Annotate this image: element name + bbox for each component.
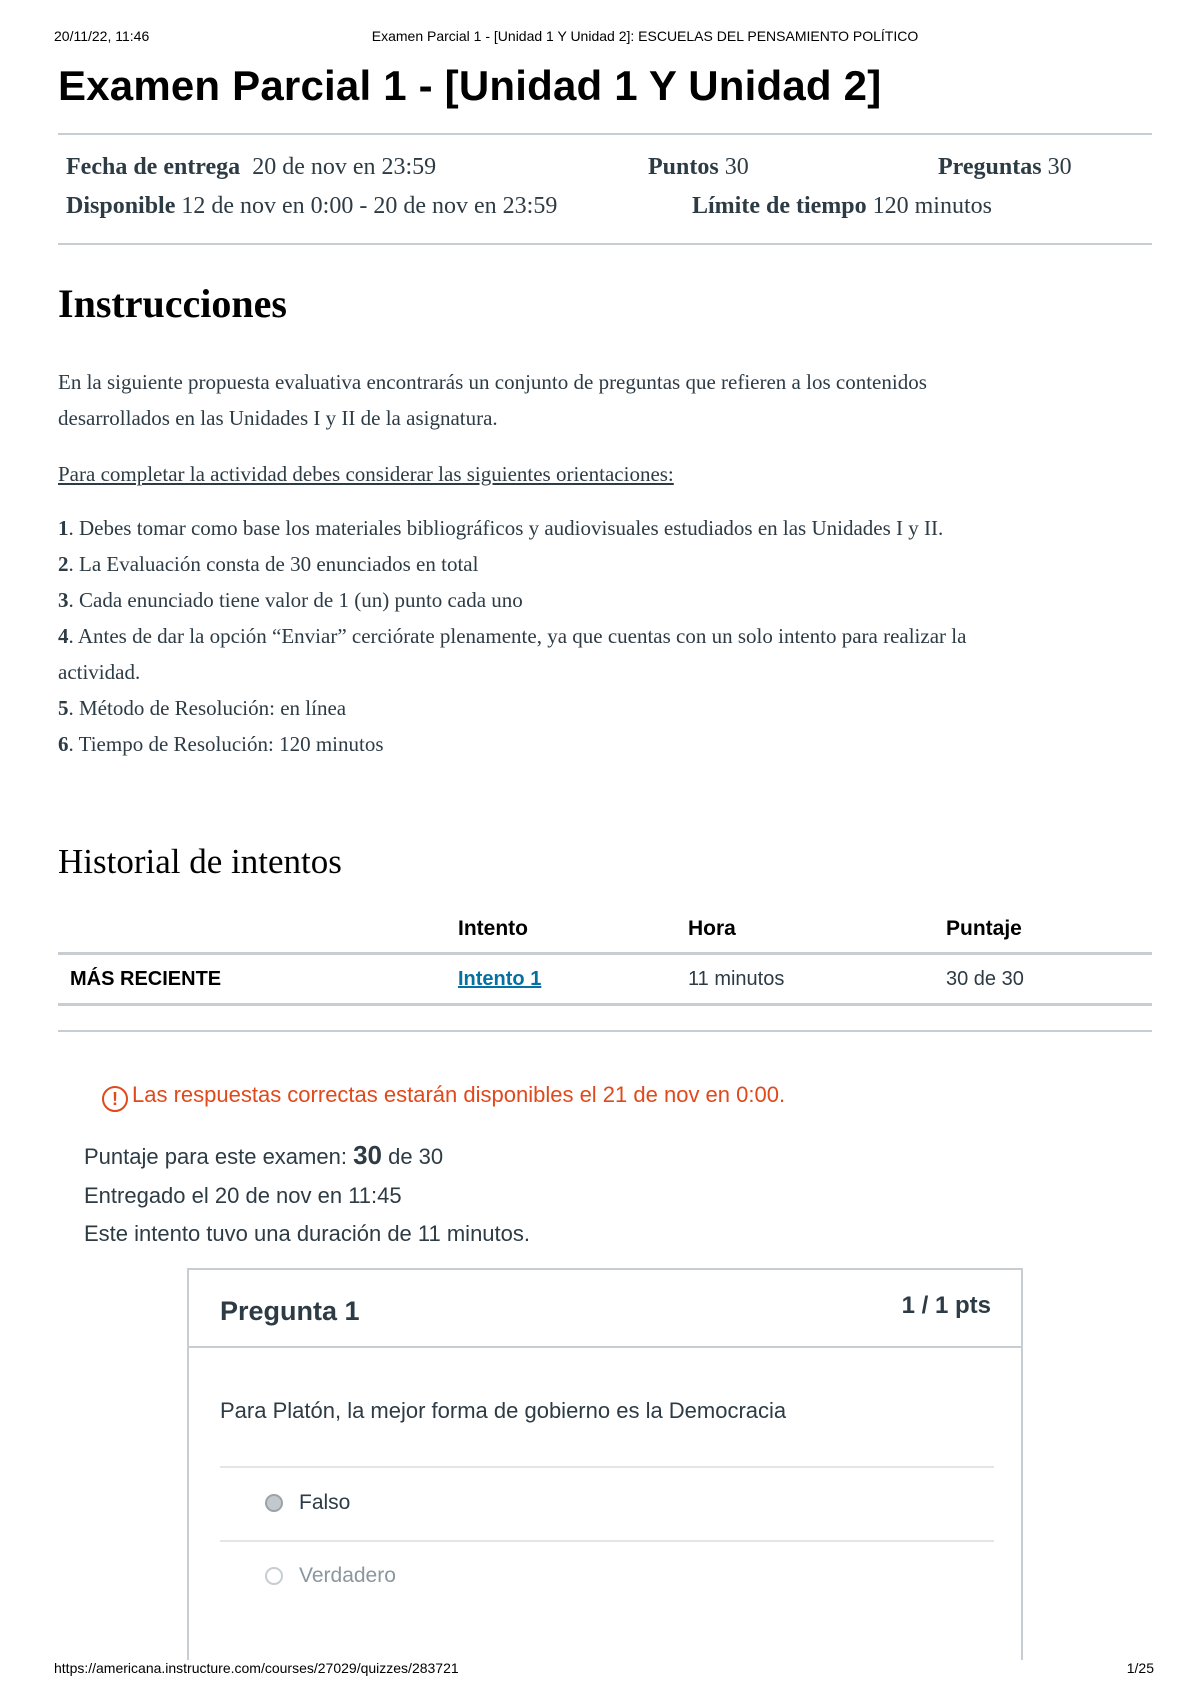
available-value: 12 de nov en 0:00 - 20 de nov en 23:59 — [181, 193, 558, 219]
answers-availability-notice — [102, 1082, 785, 1112]
questions-count — [938, 154, 1072, 181]
submitted-date: Entregado el 20 de nov en 11:45 — [84, 1183, 402, 1208]
history-divider — [58, 1030, 1152, 1032]
points-value: 30 — [724, 154, 749, 180]
instruction-item — [58, 690, 1152, 726]
score-value: 30 — [353, 1140, 382, 1170]
history-heading: Historial de intentos — [58, 842, 342, 881]
answer-divider — [220, 1466, 994, 1468]
instructions-heading: Instrucciones — [58, 281, 287, 326]
instruction-number: 6 — [58, 732, 69, 756]
title-divider — [58, 133, 1152, 135]
notice-text: Las respuestas correctas estarán disponibles el 21 de nov en 0:00. — [132, 1082, 786, 1107]
score-suffix: de 30 — [381, 1144, 444, 1169]
attempt-cell — [458, 954, 688, 1005]
instruction-text: . Debes tomar como base los materiales bibliográficos y audiovisuales estudiados en las Unidades I y II. — [68, 516, 944, 540]
due-label: Fecha de entrega — [66, 154, 241, 180]
questions-label: Preguntas — [938, 154, 1042, 180]
instruction-number: 5 — [58, 696, 69, 720]
question-header — [189, 1270, 1021, 1348]
attempt-time: 11 minutos — [688, 967, 785, 990]
column-header-time: Hora — [688, 917, 736, 940]
instruction-item — [58, 618, 1152, 690]
answer-falso: Falso — [299, 1491, 351, 1514]
attempt-history-table — [58, 906, 1152, 1006]
column-header-attempt: Intento — [458, 917, 528, 940]
points — [648, 154, 749, 181]
question-card — [187, 1268, 1023, 1660]
intro-line-2: desarrollados en las Unidades I y II de la asignatura. — [58, 406, 498, 430]
instruction-text: . Antes de dar la opción “Enviar” cerciórate plenamente, ya que cuentas con un solo intento para realizar la — [68, 624, 967, 648]
instruction-text: . La Evaluación consta de 30 enunciados en total — [68, 552, 479, 576]
due-date — [66, 154, 436, 181]
instruction-item — [58, 546, 1152, 582]
print-page-number: 1/25 — [1126, 1660, 1154, 1676]
instruction-number: 2 — [58, 552, 69, 576]
instruction-item — [58, 726, 1152, 762]
availability — [66, 193, 557, 220]
instruction-number: 1 — [58, 516, 69, 540]
points-label: Puntos — [648, 154, 719, 180]
table-header-row — [58, 906, 1152, 954]
print-date: 20/11/22, 11:46 — [54, 28, 150, 44]
exam-score — [84, 1140, 443, 1171]
print-url: https://americana.instructure.com/courses/27029/quizzes/283721 — [54, 1660, 459, 1676]
print-page-title: Examen Parcial 1 - [Unidad 1 Y Unidad 2]: ESCUELAS DEL PENSAMIENTO POLÍTICO — [371, 28, 919, 44]
instructions-intro — [58, 364, 927, 436]
attempt-duration: Este intento tuvo una duración de 11 minutos. — [84, 1221, 530, 1246]
meta-divider — [58, 243, 1152, 245]
orientation-heading: Para completar la actividad debes considerar las siguientes orientaciones: — [58, 462, 674, 486]
attempt-link[interactable]: Intento 1 — [458, 967, 542, 990]
table-row — [58, 954, 1152, 1005]
instruction-item — [58, 582, 1152, 618]
radio-selected-icon[interactable] — [265, 1494, 283, 1512]
time-limit-value: 120 minutos — [872, 193, 992, 219]
due-value: 20 de nov en 23:59 — [252, 154, 437, 180]
instruction-number: 4 — [58, 624, 69, 648]
intro-line-1: En la siguiente propuesta evaluativa encontrarás un conjunto de preguntas que refieren a los contenidos — [58, 370, 927, 394]
instruction-text: . Cada enunciado tiene valor de 1 (un) punto cada uno — [68, 588, 523, 612]
attempt-score: 30 de 30 — [946, 967, 1024, 990]
question-points: 1 / 1 pts — [901, 1292, 991, 1319]
quiz-title: Examen Parcial 1 - [Unidad 1 Y Unidad 2] — [58, 62, 882, 109]
column-header-blank — [58, 906, 458, 954]
answer-verdadero: Verdadero — [299, 1564, 396, 1587]
score-prefix: Puntaje para este examen: — [84, 1144, 354, 1169]
answer-divider — [220, 1540, 994, 1542]
instruction-number: 3 — [58, 588, 69, 612]
instruction-text: . Método de Resolución: en línea — [68, 696, 347, 720]
instructions-list — [58, 510, 1152, 762]
question-name: Pregunta 1 — [220, 1296, 360, 1326]
question-text: Para Platón, la mejor forma de gobierno es la Democracia — [220, 1398, 787, 1423]
instruction-item — [58, 510, 1152, 546]
column-header-score: Puntaje — [946, 917, 1022, 940]
time-limit-label: Límite de tiempo — [692, 193, 867, 219]
available-label: Disponible — [66, 193, 176, 219]
most-recent-label: MÁS RECIENTE — [70, 967, 222, 990]
instruction-text-continued: actividad. — [58, 660, 141, 684]
warning-icon: ! — [102, 1086, 128, 1112]
time-limit — [692, 193, 992, 220]
questions-value: 30 — [1047, 154, 1072, 180]
radio-empty-icon[interactable] — [265, 1567, 283, 1585]
instruction-text: . Tiempo de Resolución: 120 minutos — [68, 732, 384, 756]
